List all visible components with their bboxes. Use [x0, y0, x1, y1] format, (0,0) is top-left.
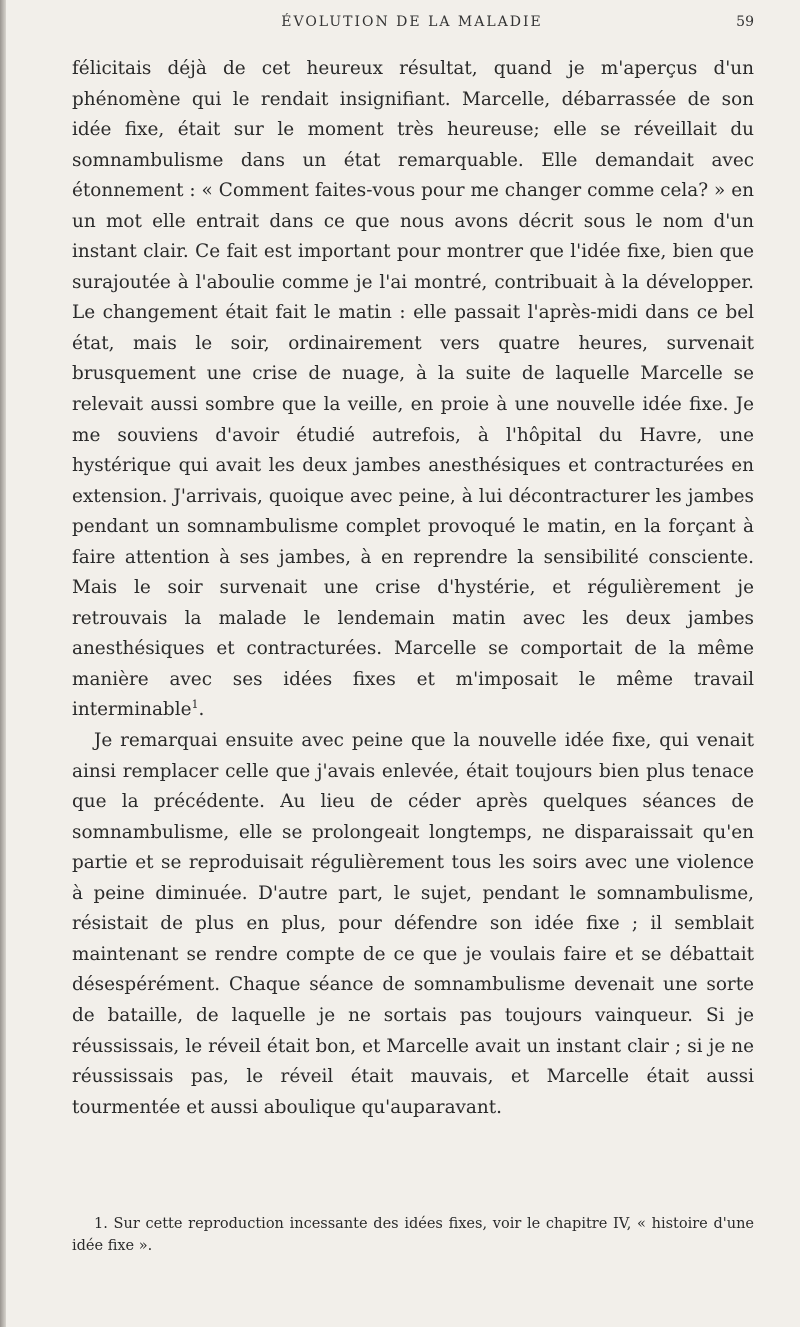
- paragraph-end: .: [198, 699, 205, 721]
- page-header: [70, 14, 754, 38]
- page-number: 59: [736, 14, 754, 30]
- paragraph-text: félicitais déjà de cet heureux résultat, quand je m'aperçus d'un phénomène qui le rendait insignifiant. Marcelle, débarrassée de son idée fixe, était sur le moment très heureuse; elle se réveillait du somnambulisme dans un état remarquable. Elle demandait avec étonnement : « Comment faites-vous pour me changer comme cela? » en un mot elle entrait dans ce que nous avons décrit sous le nom d'un instant clair. Ce fait est important pour montrer que l'idée fixe, bien que surajoutée à l'aboulie comme je l'ai montré, contribuait à la développer. Le changement était fait le matin : elle passait l'après-midi dans ce bel état, mais le soir, ordinairement vers quatre heures, survenait brusquement une crise de nuage, à la suite de laquelle Marcelle se relevait aussi sombre que la veille, en proie à une nouvelle idée fixe. Je me souviens d'avoir étudié autrefois, à l'hôpital du Havre, une hystérique qui avait les deux jambes anesthésiques et contracturées en extension. J'arrivais, quoique avec peine, à lui décontracturer les jambes pendant un somnambulisme complet provoqué le matin, en la forçant à faire attention à ses jambes, à en reprendre la sensibilité consciente. Mais le soir survenait une crise d'hystérie, et régulièrement je retrouvais la malade le lendemain matin avec les deux jambes anesthésiques et contracturées. Marcelle se comportait de la même manière avec ses idées fixes et m'imposait le même travail interminable: [72, 58, 754, 721]
- footnote: 1. Sur cette reproduction incessante des idées fixes, voir le chapitre IV, « histoire d'une idée fixe ».: [72, 1216, 754, 1254]
- running-title: ÉVOLUTION DE LA MALADIE: [281, 14, 543, 30]
- body-text: [72, 54, 754, 1123]
- paragraph-continuation: [72, 54, 754, 726]
- footnote-ref[interactable]: 1: [191, 698, 199, 712]
- page-edge: [0, 0, 6, 1327]
- paragraph: Je remarquai ensuite avec peine que la nouvelle idée fixe, qui venait ainsi remplacer celle que j'avais enlevée, était toujours bien plus tenace que la précédente. Au lieu de céder après quelques séances de somnambulisme, elle se prolongeait longtemps, ne disparaissait qu'en partie et se reproduisait régulièrement tous les soirs avec une violence à peine diminuée. D'autre part, le sujet, pendant le somnambulisme, résistait de plus en plus, pour défendre son idée fixe ; il semblait maintenant se rendre compte de ce que je voulais faire et se débattait désespérément. Chaque séance de somnambulisme devenait une sorte de bataille, de laquelle je ne sortais pas toujours vainqueur. Si je réussissais, le réveil était bon, et Marcelle avait un instant clair ; si je ne réussissais pas, le réveil était mauvais, et Marcelle était aussi tourmentée et aussi aboulique qu'auparavant.: [72, 730, 754, 1118]
